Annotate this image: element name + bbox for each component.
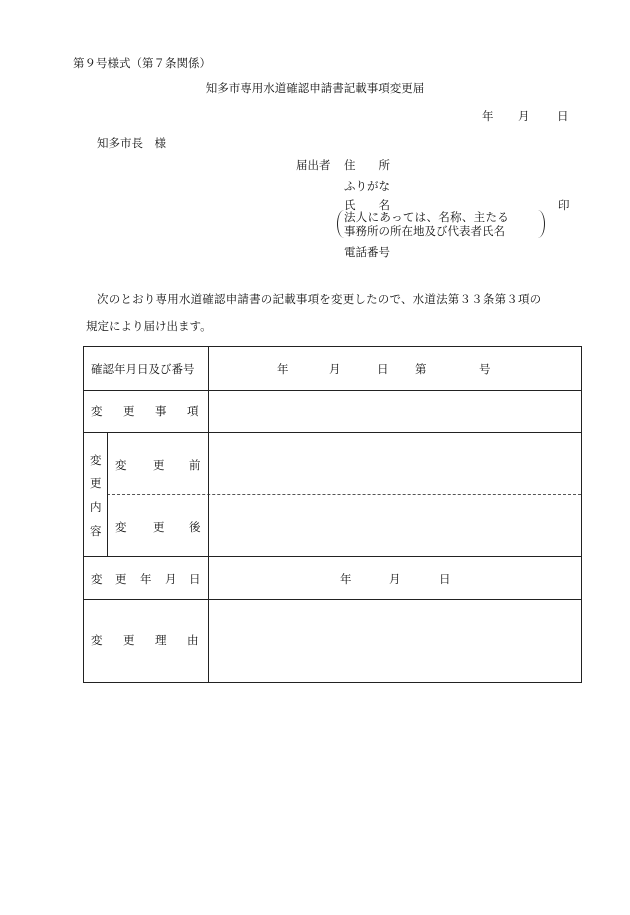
- before-label-2: 更: [153, 458, 165, 472]
- confirm-value-cell[interactable]: [210, 349, 578, 387]
- change-date-label-3: 年: [140, 572, 152, 586]
- date-day-label: 日: [557, 109, 569, 123]
- seal-mark: 印: [558, 198, 570, 212]
- bracket-right: [536, 210, 545, 238]
- change-date-label-4: 月: [165, 572, 177, 586]
- body-text-line2: 規定により届け出ます。: [86, 319, 212, 333]
- confirm-day: 日: [377, 362, 389, 376]
- change-date-label-1: 変: [91, 572, 103, 586]
- confirm-no-prefix: 第: [415, 362, 427, 376]
- applicant-label: 届出者: [296, 158, 331, 172]
- form-id: 第９号様式（第７条関係）: [73, 56, 211, 70]
- date-month-label: 月: [518, 109, 530, 123]
- after-label-1: 変: [115, 520, 127, 534]
- corporate-note-line2: 事務所の所在地及び代表者氏名: [344, 224, 505, 238]
- reason-label-1: 変: [91, 633, 103, 647]
- change-date-value-cell[interactable]: [210, 558, 578, 597]
- change-item-label-2: 更: [123, 404, 135, 418]
- before-label-1: 変: [115, 458, 127, 472]
- phone-label: 電話番号: [344, 245, 390, 259]
- addressee: 知多市長 様: [97, 136, 166, 150]
- change-content-label-1: 変: [90, 453, 102, 467]
- body-text-line1: 次のとおり専用水道確認申請書の記載事項を変更したので、水道法第３３条第３項の: [97, 292, 542, 306]
- form-title: 知多市専用水道確認申請書記載事項変更届: [205, 81, 425, 95]
- confirm-month: 月: [329, 362, 341, 376]
- corporate-note: [337, 210, 545, 240]
- name-label: 氏 名: [344, 198, 390, 212]
- confirm-no-suffix: 号: [479, 362, 491, 376]
- change-item-label-4: 項: [187, 404, 199, 418]
- after-value-cell[interactable]: [210, 497, 578, 554]
- change-date-label-5: 日: [189, 572, 201, 586]
- after-label-2: 更: [153, 520, 165, 534]
- date-year-label: 年: [482, 109, 494, 123]
- change-date-day: 日: [439, 572, 451, 586]
- furigana-label: ふりがな: [344, 179, 390, 193]
- change-item-value-cell[interactable]: [210, 392, 578, 430]
- address-label: 住 所: [344, 158, 390, 172]
- change-content-label-2: 更: [90, 476, 102, 490]
- change-content-label-3: 内: [90, 500, 102, 514]
- before-label-3: 前: [189, 458, 201, 472]
- change-date-label-2: 更: [115, 572, 127, 586]
- corporate-note-line1: 法人にあっては、名称、主たる: [344, 210, 510, 224]
- after-label-3: 後: [189, 520, 201, 534]
- change-item-label-3: 事: [155, 404, 167, 418]
- confirm-year: 年: [277, 362, 289, 376]
- before-value-cell[interactable]: [210, 434, 578, 492]
- confirm-date-number-label: 確認年月日及び番号: [91, 362, 195, 376]
- change-date-year: 年: [340, 572, 352, 586]
- form-table: [83, 346, 582, 683]
- reason-label-2: 更: [123, 633, 135, 647]
- change-item-label-1: 変: [91, 404, 103, 418]
- change-content-label-4: 容: [90, 524, 102, 538]
- reason-label-3: 理: [155, 633, 167, 647]
- reason-label-4: 由: [187, 633, 199, 647]
- change-date-month: 月: [389, 572, 401, 586]
- reason-value-cell[interactable]: [210, 601, 578, 680]
